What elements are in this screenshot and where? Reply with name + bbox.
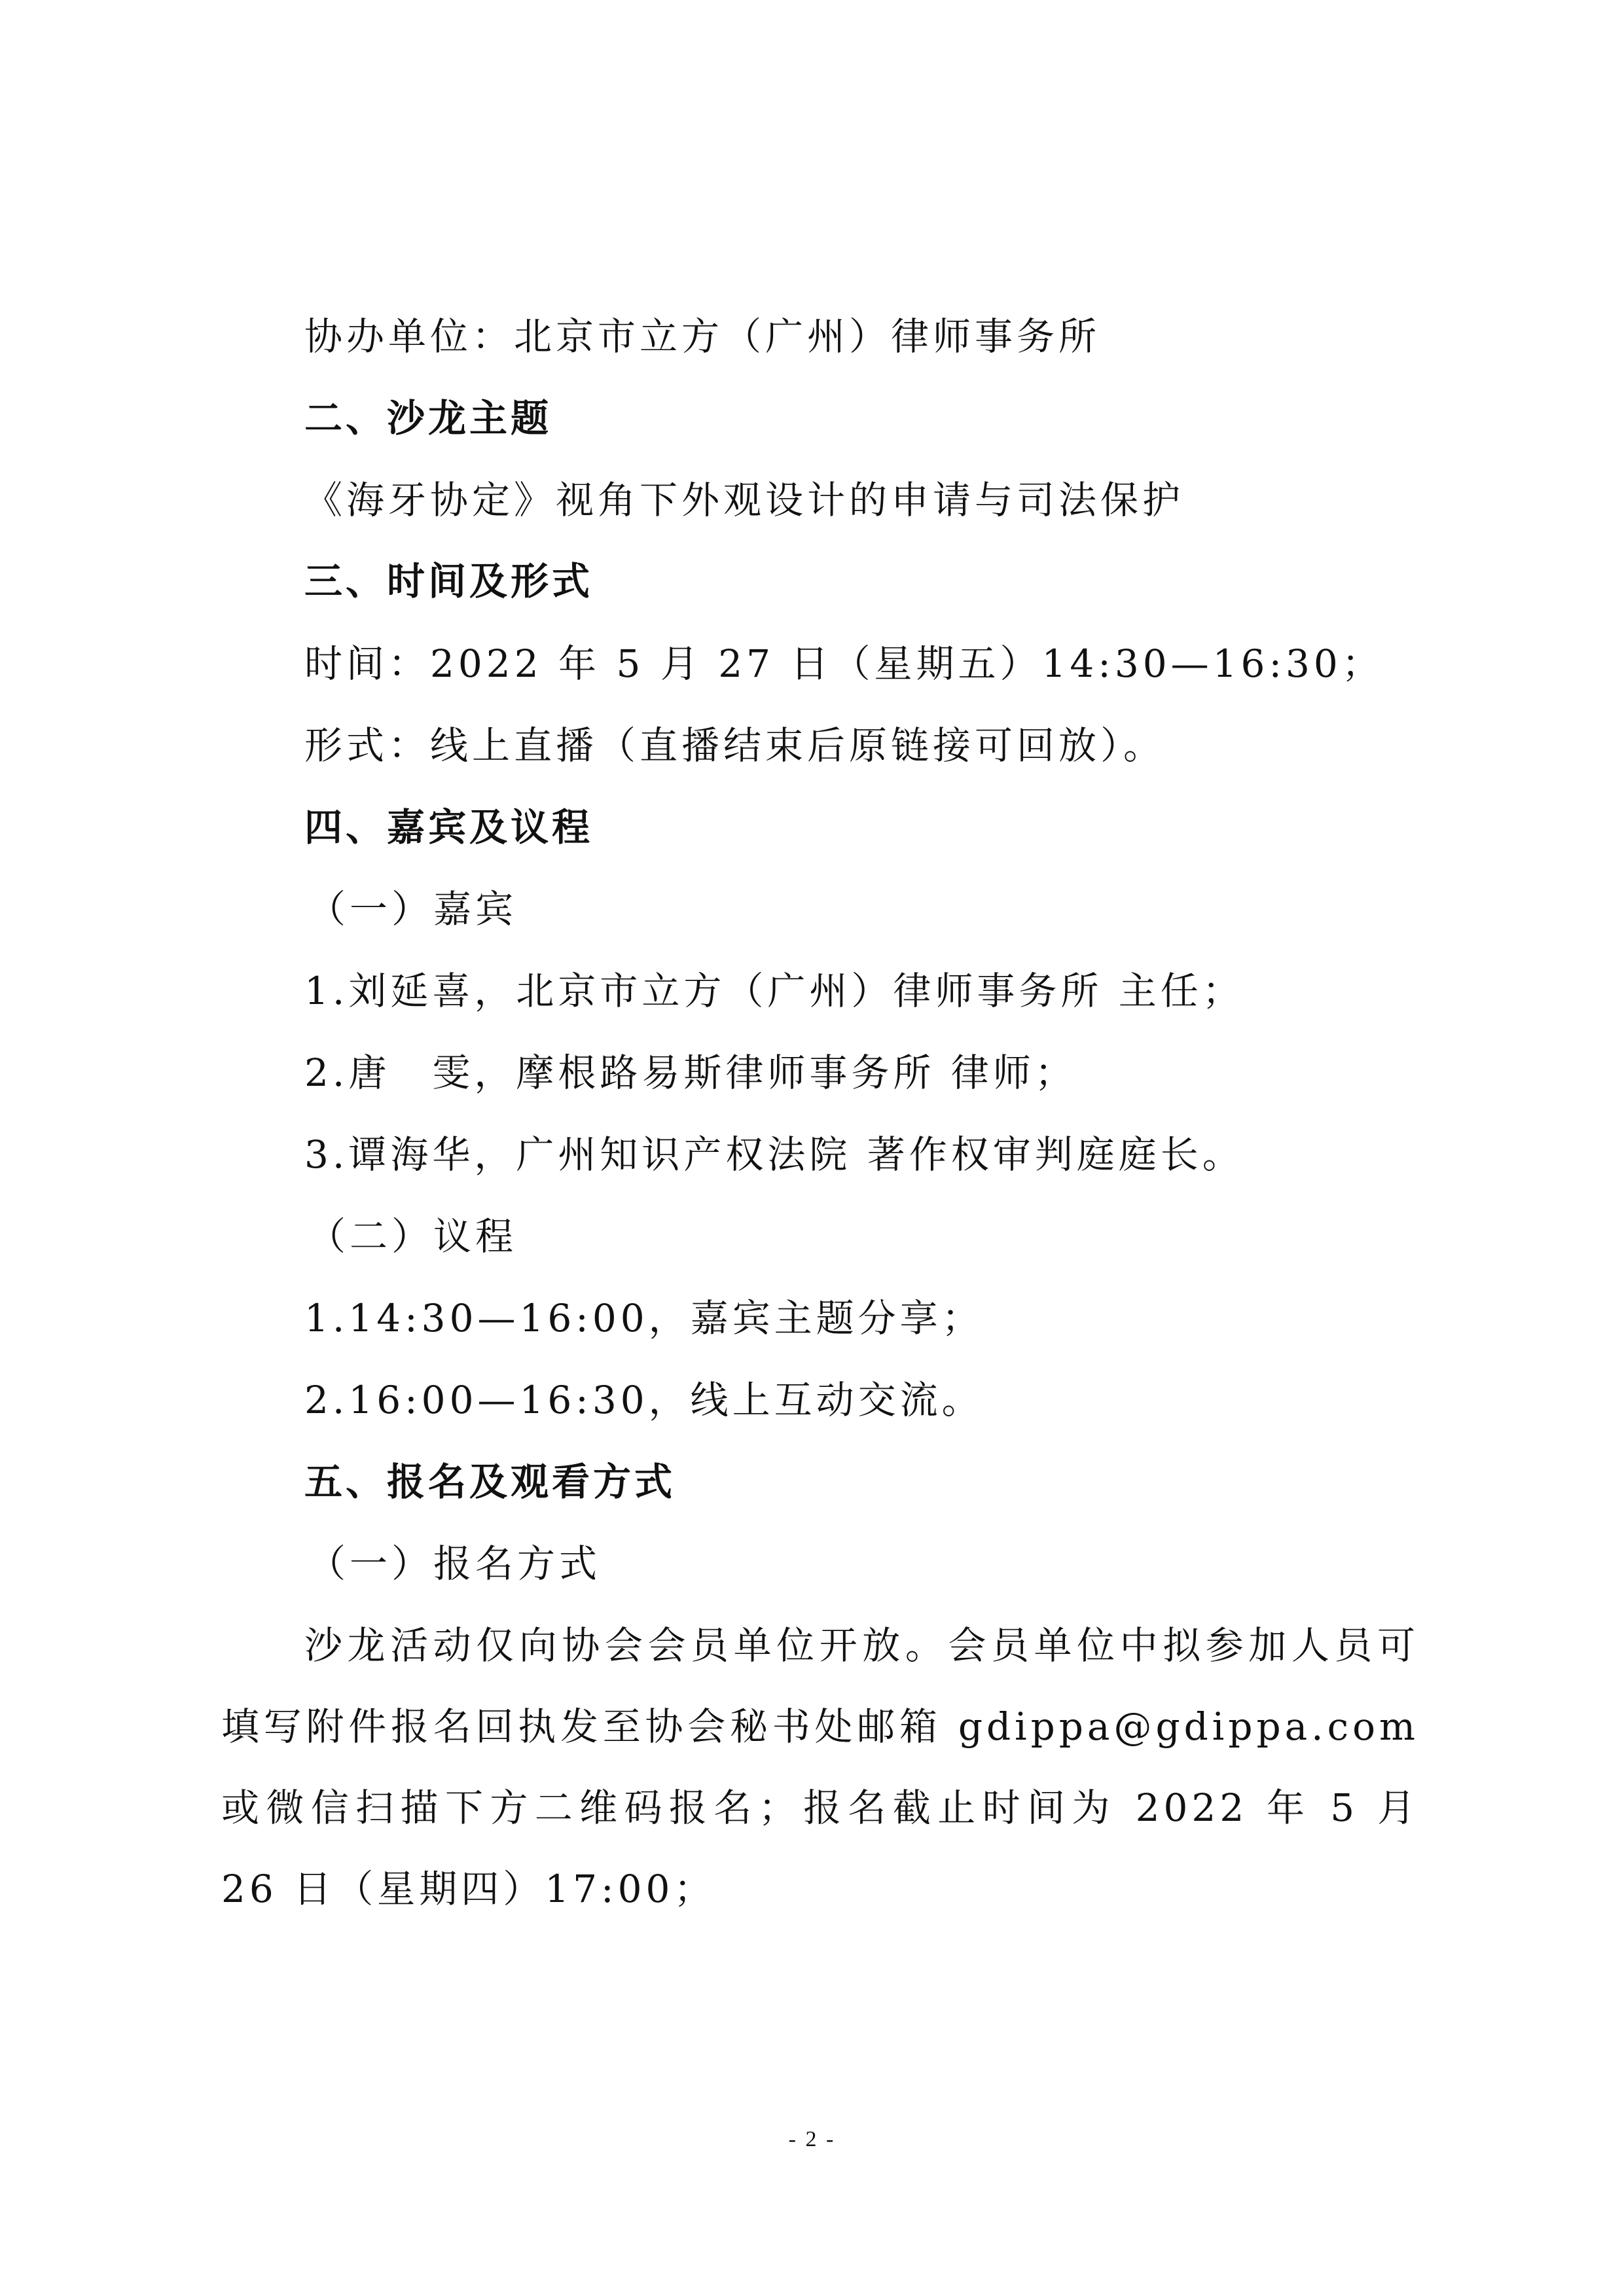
agenda-line-1: 1.14:30—16:00，嘉宾主题分享； — [304, 1296, 984, 1340]
agenda-line-2: 2.16:00—16:30，线上互动交流。 — [304, 1378, 984, 1422]
section-heading-signup: 五、报名及观看方式 — [304, 1460, 676, 1504]
section-heading-time: 三、时间及形式 — [304, 559, 594, 603]
section-heading-guests: 四、嘉宾及议程 — [304, 805, 594, 850]
theme-line: 《海牙协定》视角下外观设计的申请与司法保护 — [304, 478, 1185, 522]
format-line: 形式：线上直播（直播结束后原链接可回放）。 — [304, 723, 1166, 768]
section-heading-theme: 二、沙龙主题 — [304, 396, 552, 440]
time-line: 时间：2022 年 5 月 27 日（星期五）14:30—16:30； — [304, 641, 1384, 686]
subheading-agenda: （二）议程 — [308, 1214, 518, 1259]
subheading-guests: （一）嘉宾 — [308, 887, 518, 931]
page-number: - 2 - — [788, 2127, 836, 2151]
signup-paragraph: 沙龙活动仅向协会会员单位开放。会员单位中拟参加人员可填写附件报名回执发至协会秘书处邮箱 gdippa@gdippa.com 或微信扫描下方二维码报名；报名截止时间为 2022 年 5 月 26 日（星期四）17:00； — [221, 1623, 1419, 1911]
guest-line-1: 1.刘延喜，北京市立方（广州）律师事务所 主任； — [304, 969, 1244, 1013]
guest-line-3: 3.谭海华，广州知识产权法院 著作权审判庭庭长。 — [304, 1132, 1244, 1177]
guest-line-2: 2.唐 雯，摩根路易斯律师事务所 律师； — [304, 1050, 1077, 1095]
co-organizer-line: 协办单位：北京市立方（广州）律师事务所 — [304, 314, 1101, 359]
subheading-signup: （一）报名方式 — [308, 1541, 602, 1586]
